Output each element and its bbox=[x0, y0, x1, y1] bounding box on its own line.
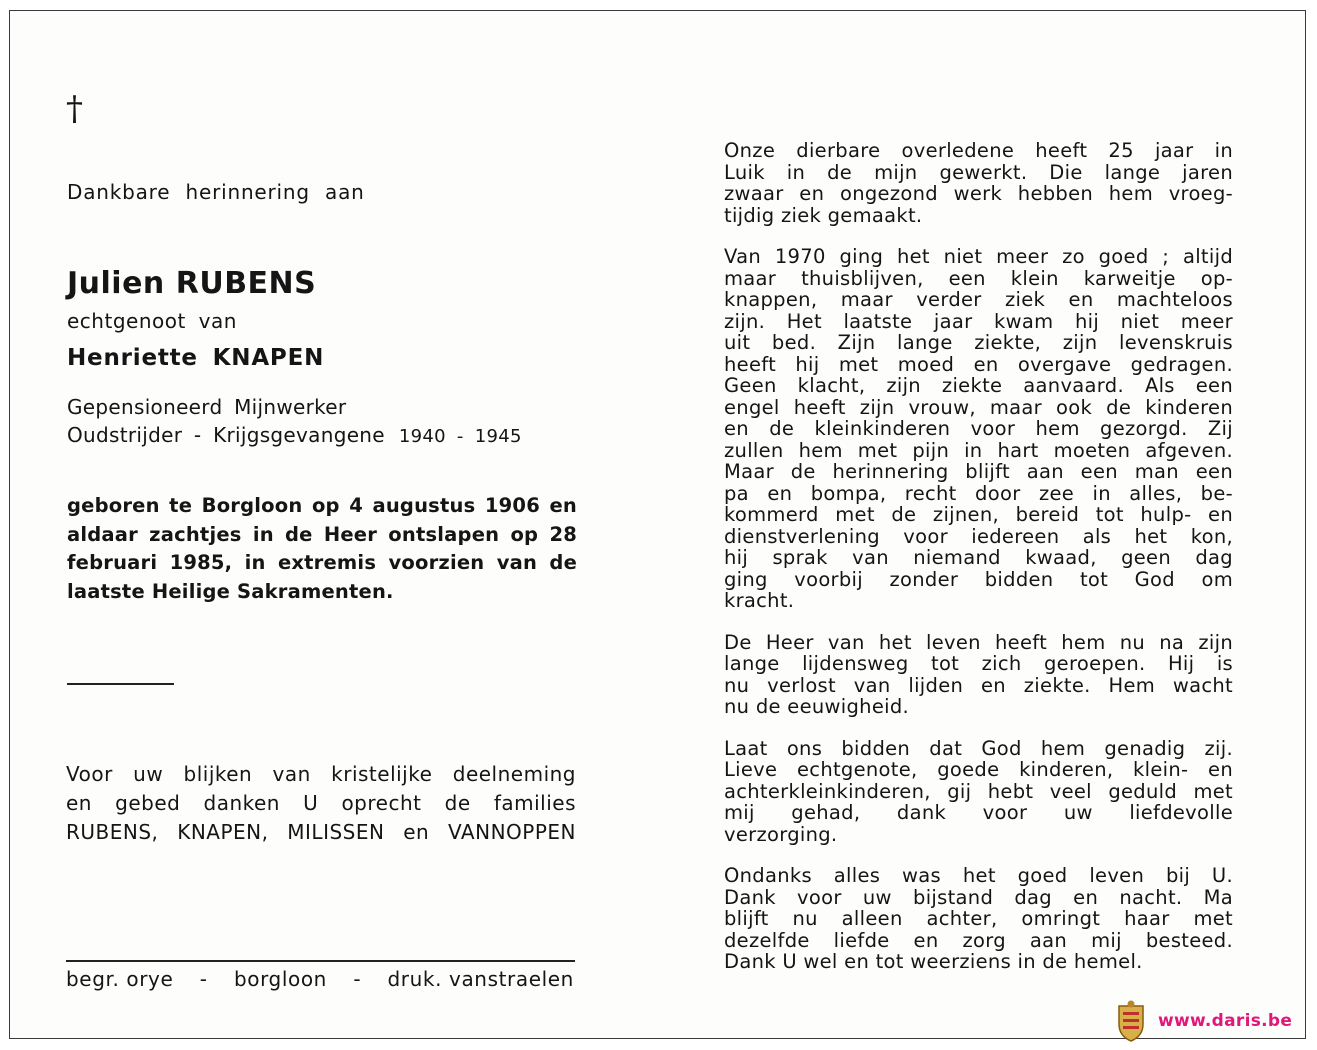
thanks-line: en gebed danken U oprecht de families bbox=[66, 791, 576, 815]
tribute-line: Onze dierbare overledene heeft 25 jaar in bbox=[724, 139, 1233, 162]
thanks-line: RUBENS, KNAPEN, MILISSEN en VANNOPPEN bbox=[66, 820, 576, 844]
coat-of-arms-icon bbox=[1113, 1000, 1149, 1042]
thanks-text bbox=[66, 760, 576, 847]
tribute-line: De Heer van het leven heeft hem nu na zijn bbox=[724, 630, 1233, 654]
veteran-status: Oudstrijder - Krijgsgevangene bbox=[67, 423, 385, 447]
tribute-line: zwaar en ongezond werk hebben hem vroeg- bbox=[724, 182, 1233, 205]
divider-short bbox=[67, 683, 174, 685]
birth-line: aldaar zachtjes in de Heer ontslapen op 28 bbox=[67, 522, 577, 546]
tribute-line: Laat ons bidden dat God hem genadig zij. bbox=[724, 736, 1233, 760]
tribute-line: ging voorbij zonder bidden tot God om bbox=[724, 567, 1233, 591]
birth-line: laatste Heilige Sakramenten. bbox=[67, 579, 394, 603]
tribute-line: kracht. bbox=[724, 589, 795, 612]
thanks-line: Voor uw blijken van kristelijke deelneming bbox=[66, 762, 576, 786]
tribute-line: Dank voor uw bijstand dag en nacht. Ma bbox=[724, 885, 1233, 909]
intro-text: Dankbare herinnering aan bbox=[67, 180, 365, 204]
tribute-line: uit bed. Zijn lange ziekte, zijn levenskruis bbox=[724, 331, 1233, 354]
footer-printer: druk. vanstraelen bbox=[387, 967, 574, 991]
divider-long bbox=[66, 960, 575, 962]
spouse-label: echtgenoot van bbox=[67, 309, 237, 333]
tribute-line: mij gehad, dank voor uw liefdevolle bbox=[724, 801, 1233, 824]
tribute-paragraph bbox=[724, 738, 1233, 846]
tribute-line: engel heeft zijn vrouw, maar ook de kinderen bbox=[724, 395, 1233, 419]
tribute-line: Dank U wel en tot weerziens in de hemel. bbox=[724, 950, 1143, 973]
tribute-line: Lieve echtgenote, goede kinderen, klein- en bbox=[724, 758, 1233, 781]
tribute-line: en de kleinkinderen voor hem gezorgd. Zij bbox=[724, 417, 1233, 440]
tribute-line: Ondanks alles was het goed leven bij U. bbox=[724, 864, 1233, 887]
tribute-line: Geen klacht, zijn ziekte aanvaard. Als een bbox=[724, 374, 1233, 397]
tribute-line: achterkleinkinderen, gij hebt veel geduld met bbox=[724, 779, 1233, 803]
birth-line: februari 1985, in extremis voorzien van de bbox=[67, 551, 577, 574]
tribute-line: Luik in de mijn gewerkt. Die lange jaren bbox=[724, 160, 1233, 184]
tribute-line: Maar de herinnering blijft aan een man een bbox=[724, 460, 1233, 483]
footer-town: borgloon bbox=[233, 967, 327, 991]
tribute-line: heeft hij met moed en overgave gedragen. bbox=[724, 352, 1233, 376]
tribute-line: tijdig ziek gemaakt. bbox=[724, 203, 923, 227]
tribute-line: nu verlost van lijden en ziekte. Hem wacht bbox=[724, 673, 1233, 697]
footer-undertaker: begr. orye bbox=[66, 967, 174, 991]
tribute-line: zijn. Het laatste jaar kwam hij niet meer bbox=[724, 309, 1233, 333]
tribute-line: lange lijdensweg tot zich geroepen. Hij is bbox=[724, 652, 1233, 675]
tribute-line: knappen, maar verder ziek en machteloos bbox=[724, 288, 1233, 311]
printer-footer bbox=[66, 967, 574, 991]
tribute-paragraph bbox=[724, 246, 1233, 612]
tribute-line: blijft nu alleen achter, omringt haar met bbox=[724, 907, 1233, 930]
spouse-name: Henriette KNAPEN bbox=[67, 345, 325, 371]
cross-icon: † bbox=[66, 89, 83, 129]
tribute-text bbox=[724, 140, 1233, 993]
veteran-line bbox=[67, 423, 522, 447]
tribute-line: verzorging. bbox=[724, 822, 838, 846]
tribute-paragraph bbox=[724, 140, 1233, 226]
watermark-url: www.daris.be bbox=[1158, 1011, 1293, 1031]
deceased-name: Julien RUBENS bbox=[67, 266, 317, 301]
birth-line: geboren te Borgloon op 4 augustus 1906 en bbox=[67, 494, 577, 517]
tribute-line: zullen hem met pijn in hart moeten afgeven. bbox=[724, 438, 1233, 462]
occupation: Gepensioneerd Mijnwerker bbox=[67, 395, 347, 419]
tribute-line: nu de eeuwigheid. bbox=[724, 695, 910, 718]
footer-separator: - bbox=[199, 967, 208, 991]
birth-death-text bbox=[67, 492, 577, 606]
tribute-line: Van 1970 ging het niet meer zo goed ; altijd bbox=[724, 245, 1233, 268]
tribute-paragraph bbox=[724, 632, 1233, 718]
footer-separator: - bbox=[353, 967, 362, 991]
tribute-line: hij sprak van niemand kwaad, geen dag bbox=[724, 546, 1233, 569]
veteran-years: 1940 - 1945 bbox=[398, 426, 522, 447]
tribute-line: maar thuisblijven, een klein karweitje op- bbox=[724, 266, 1233, 290]
tribute-paragraph bbox=[724, 865, 1233, 973]
tribute-line: kommerd met de zijnen, bereid tot hulp- en bbox=[724, 503, 1233, 526]
tribute-line: pa en bompa, recht door zee in alles, be- bbox=[724, 481, 1233, 505]
tribute-line: dezelfde liefde en zorg aan mij besteed. bbox=[724, 928, 1233, 952]
tribute-line: dienstverlening voor iedereen als het kon, bbox=[724, 524, 1233, 548]
